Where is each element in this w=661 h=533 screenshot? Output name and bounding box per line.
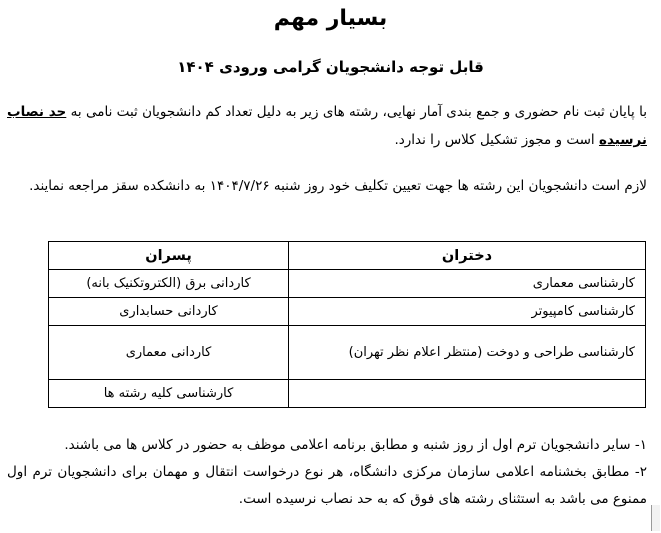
majors-table (48, 241, 646, 408)
table-row (49, 380, 646, 408)
paragraph-referral: لازم است دانشجویان این رشته ها جهت تعیین تکلیف خود روز شنبه ۱۴۰۴/۷/۲۶ به دانشکده سقز مراجعه نمایند. (29, 178, 647, 194)
quota-emphasis: حد نصاب نرسیده (7, 104, 647, 148)
table-cell-boys: کارشناسی کلیه رشته ها (49, 380, 289, 408)
paragraph-notice-start: با پایان ثبت نام حضوری و جمع بندی آمار نهایی، رشته های زیر به دلیل تعداد کم دانشجویان ثبت نامی به (66, 104, 648, 120)
header-girls: دختران (289, 242, 646, 270)
scrollbar[interactable] (651, 505, 660, 531)
table-row (49, 298, 646, 326)
header-boys: پسران (49, 242, 289, 270)
note-item: ۱- سایر دانشجویان ترم اول از روز شنبه و مطابق برنامه اعلامی موظف به حضور در کلاس ها می باشند. (64, 437, 647, 453)
paragraph-notice-end: است و مجوز تشکیل کلاس را ندارد. (394, 132, 599, 148)
table-cell-girls: کارشناسی معماری (289, 270, 646, 298)
table-cell-boys: کاردانی حسابداری (49, 298, 289, 326)
table-row (49, 270, 646, 298)
table-cell-girls: کارشناسی کامپیوتر (289, 298, 646, 326)
document-title: بسیار مهم (273, 6, 388, 31)
paragraph-notice (7, 98, 647, 154)
table-cell-girls (289, 380, 646, 408)
table-cell-boys: کاردانی برق (الکتروتکنیک بانه) (49, 270, 289, 298)
note-item: ۲- مطابق بخشنامه اعلامی سازمان مرکزی دانشگاه، هر نوع درخواست انتقال و مهمان برای دانشجویان ترم اول ممنوع می باشد به استثنای رشته های فوق که به حد نصاب نرسیده است. (7, 464, 647, 507)
table-header-row (49, 242, 646, 270)
table-cell-girls: کارشناسی طراحی و دوخت (منتظر اعلام نظر تهران) (289, 326, 646, 380)
table-cell-boys: کاردانی معماری (49, 326, 289, 380)
document-subtitle: قابل توجه دانشجویان گرامی ورودی ۱۴۰۴ (177, 58, 484, 76)
notes-list (7, 432, 647, 513)
table-row (49, 326, 646, 380)
